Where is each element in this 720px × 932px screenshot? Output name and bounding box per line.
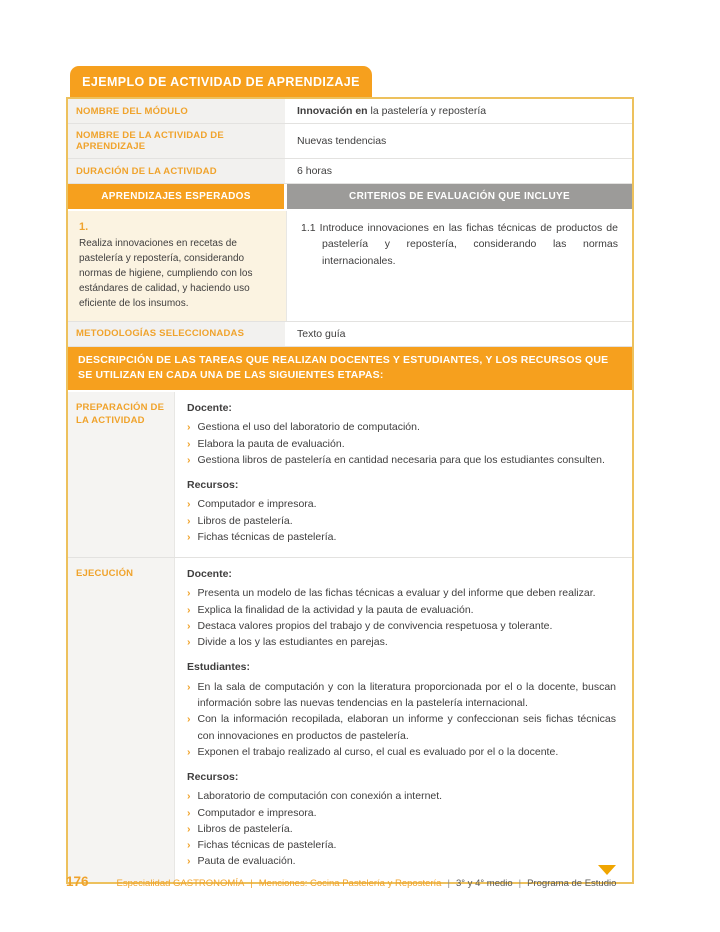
list-item <box>187 821 616 837</box>
group-heading: Estudiantes: <box>187 661 251 674</box>
activity-name-value: Nuevas tendencias <box>297 135 387 147</box>
duration-label: DURACIÓN DE LA ACTIVIDAD <box>68 159 287 183</box>
chevron-bullet-icon: › <box>187 453 191 466</box>
list-item-text: Divide a los y las estudiantes en parejas. <box>197 636 388 649</box>
list-item-text: Presenta un modelo de las fichas técnicas a evaluar y del informe que deben realizar. <box>197 587 596 600</box>
list-item <box>187 585 616 601</box>
table-row-duration <box>68 159 632 184</box>
group-heading: Recursos: <box>187 771 239 784</box>
chevron-bullet-icon: › <box>187 636 191 649</box>
table-header-row <box>68 184 632 211</box>
stage-label-ejecucion: EJECUCIÓN <box>68 558 175 882</box>
list-item <box>187 529 616 545</box>
page-footer <box>66 874 666 889</box>
footer-separator: | <box>518 878 522 889</box>
list-item <box>187 496 616 512</box>
list-item <box>187 634 616 650</box>
module-value-bold: Innovación en <box>297 105 368 117</box>
list-item <box>187 711 616 744</box>
expected-learning-header: APRENDIZAJES ESPERADOS <box>68 184 287 209</box>
footer-program: Programa de Estudio <box>527 878 617 889</box>
chevron-bullet-icon: › <box>187 603 191 616</box>
list-item-text: En la sala de computación y con la literatura proporcionada por el o la docente, buscan información sobre las nuevas tendencias en la pastelería internacional. <box>197 680 616 709</box>
page-title-text: EJEMPLO DE ACTIVIDAD DE APRENDIZAJE <box>82 74 360 89</box>
chevron-bullet-icon: › <box>187 437 191 450</box>
list-item <box>187 602 616 618</box>
list-item <box>187 452 616 468</box>
list-item-text: Explica la finalidad de la actividad y la pauta de evaluación. <box>197 603 474 616</box>
chevron-bullet-icon: › <box>187 498 191 511</box>
activity-table <box>66 97 634 884</box>
list-item-text: Exponen el trabajo realizado al curso, el cual es evaluado por el o la docente. <box>197 745 559 758</box>
chevron-bullet-icon: › <box>187 822 191 835</box>
list-item <box>187 837 616 853</box>
stage-content-preparacion <box>175 392 632 557</box>
list-item-text: Pauta de evaluación. <box>197 855 296 868</box>
chevron-bullet-icon: › <box>187 745 191 758</box>
list-item-text: Con la información recopilada, elaboran un informe y confeccionan seis fichas técnicas con innovaciones en productos de pastelería. <box>197 713 616 742</box>
module-value <box>287 99 632 123</box>
list-item-text: Gestiona el uso del laboratorio de computación. <box>197 421 420 434</box>
evaluation-criteria-cell <box>287 211 632 321</box>
footer-mentions: Menciones: Cocina Pastelería y Repostería <box>258 878 442 889</box>
chevron-bullet-icon: › <box>187 839 191 852</box>
footer-text <box>117 878 617 889</box>
chevron-bullet-icon: › <box>187 587 191 600</box>
list-item <box>187 853 616 869</box>
group-heading: Recursos: <box>187 479 239 492</box>
chevron-bullet-icon: › <box>187 806 191 819</box>
methodology-label: METODOLOGÍAS SELECCIONADAS <box>68 322 287 346</box>
list-item-text: Fichas técnicas de pastelería. <box>197 839 337 852</box>
list-item-text: Fichas técnicas de pastelería. <box>197 530 337 543</box>
list-item-text: Laboratorio de computación con conexión a internet. <box>197 790 443 803</box>
stage-content-ejecucion <box>175 558 632 882</box>
stage-label-preparacion: PREPARACIÓN DE LA ACTIVIDAD <box>68 392 175 557</box>
module-label: NOMBRE DEL MÓDULO <box>68 99 287 123</box>
chevron-bullet-icon: › <box>187 680 191 693</box>
evaluation-criteria-header: CRITERIOS DE EVALUACIÓN QUE INCLUYE <box>287 184 632 209</box>
stage-row-preparacion <box>68 392 632 558</box>
list-item <box>187 744 616 760</box>
list-item-text: Libros de pastelería. <box>197 514 293 527</box>
chevron-bullet-icon: › <box>187 790 191 803</box>
chevron-bullet-icon: › <box>187 530 191 543</box>
chevron-bullet-icon: › <box>187 514 191 527</box>
expected-learning-cell <box>68 211 287 321</box>
list-item-text: Computador e impresora. <box>197 806 317 819</box>
list-item-text: Elabora la pauta de evaluación. <box>197 437 345 450</box>
footer-separator: | <box>250 878 253 889</box>
list-item-text: Computador e impresora. <box>197 498 317 511</box>
list-item <box>187 419 616 435</box>
table-row-module <box>68 99 632 124</box>
list-item <box>187 805 616 821</box>
learning-content-row <box>68 211 632 322</box>
list-item-text: Libros de pastelería. <box>197 822 293 835</box>
chevron-bullet-icon: › <box>187 713 191 726</box>
activity-name-label: NOMBRE DE LA ACTIVIDAD DE APRENDIZAJE <box>68 124 287 158</box>
footer-grade: 3° y 4° medio <box>455 878 513 889</box>
list-item-text: Gestiona libros de pastelería en cantidad necesaria para que los estudiantes consulten. <box>197 453 605 466</box>
chevron-bullet-icon: › <box>187 855 191 868</box>
list-item-text: Destaca valores propios del trabajo y de convivencia respetuosa y tolerante. <box>197 619 553 632</box>
methodology-value: Texto guía <box>297 327 346 340</box>
list-item <box>187 436 616 452</box>
table-row-methodology <box>68 322 632 347</box>
footer-separator: | <box>447 878 450 889</box>
group-heading: Docente: <box>187 568 232 581</box>
chevron-bullet-icon: › <box>187 619 191 632</box>
page-number: 176 <box>66 874 89 889</box>
group-heading: Docente: <box>187 402 232 414</box>
list-item <box>187 513 616 529</box>
learning-number: 1. <box>79 221 89 233</box>
duration-value: 6 horas <box>297 165 333 177</box>
module-value-rest: la pastelería y repostería <box>367 105 487 117</box>
list-item <box>187 679 616 712</box>
page-title <box>70 66 372 97</box>
footer-specialty: Especialidad GASTRONOMÍA <box>116 878 245 889</box>
list-item <box>187 618 616 634</box>
stage-row-ejecucion <box>68 558 632 882</box>
learning-text: Realiza innovaciones en recetas de pastelería y repostería, considerando normas de higiene, cumpliendo con los estándares de calidad, y haciendo uso eficiente de los insumos. <box>79 237 253 309</box>
list-item <box>187 788 616 804</box>
table-row-activity-name <box>68 124 632 159</box>
description-banner: DESCRIPCIÓN DE LAS TAREAS QUE REALIZAN DOCENTES Y ESTUDIANTES, Y LOS RECURSOS QUE SE UTILIZAN EN CADA UNA DE LAS SIGUIENTES ETAPAS: <box>68 347 632 393</box>
chevron-bullet-icon: › <box>187 421 191 434</box>
criteria-text: 1.1 Introduce innovaciones en las fichas técnicas de productos de pastelería y repostería, considerando las normas internacionales. <box>301 222 618 267</box>
